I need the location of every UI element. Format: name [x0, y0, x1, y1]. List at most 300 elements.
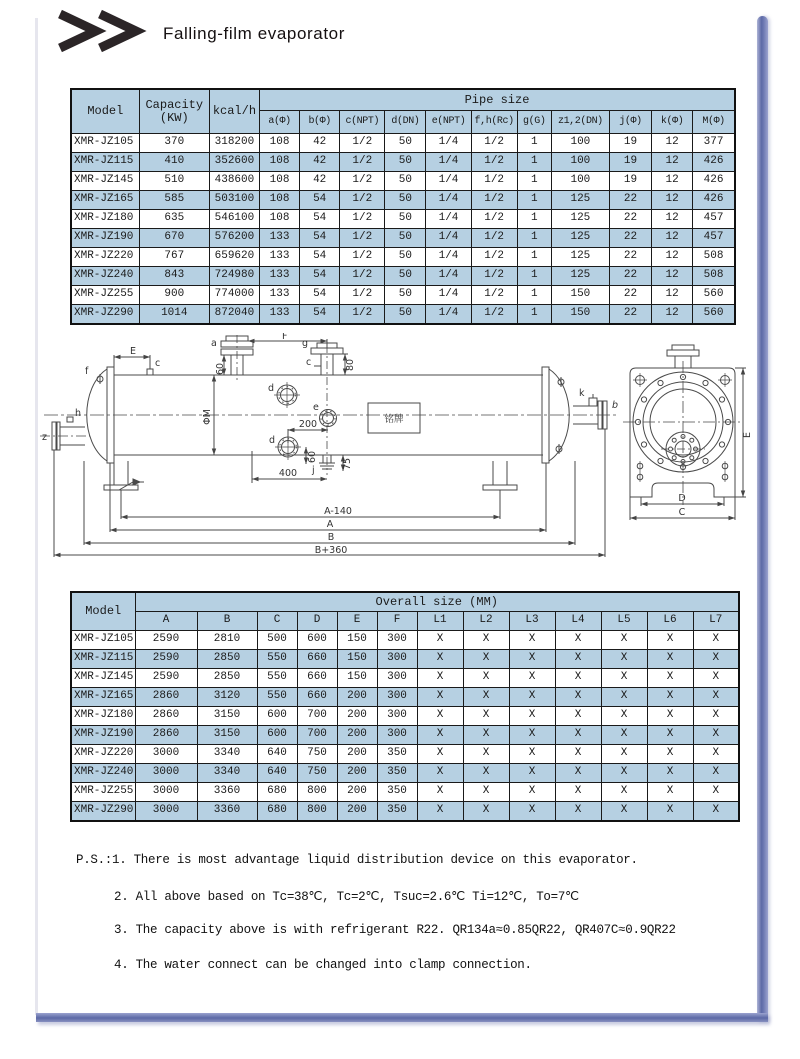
table-row [71, 707, 739, 726]
value-cell: X [647, 726, 693, 745]
value-cell: 3360 [197, 802, 257, 822]
column-header: e(NPT) [426, 111, 471, 134]
model-cell: XMR-JZ255 [71, 286, 139, 305]
value-cell: 350 [377, 783, 417, 802]
value-cell: 22 [609, 267, 651, 286]
value-cell: 3000 [135, 783, 197, 802]
value-cell: X [693, 669, 739, 688]
value-cell: 600 [257, 726, 297, 745]
value-cell: 50 [385, 267, 426, 286]
value-cell: 1/2 [340, 229, 385, 248]
model-cell: XMR-JZ180 [71, 707, 135, 726]
value-cell: 1014 [139, 305, 209, 325]
value-cell: 3340 [197, 764, 257, 783]
value-cell: 1 [517, 229, 551, 248]
value-cell: 2590 [135, 650, 197, 669]
value-cell: 640 [257, 764, 297, 783]
value-cell: 426 [693, 172, 735, 191]
column-header: A [135, 612, 197, 631]
value-cell: 108 [260, 134, 300, 153]
pipe-size-rows [71, 134, 735, 325]
value-cell: X [693, 726, 739, 745]
note-1: P.S.:1. There is most advantage liquid distribution device on this evaporator. [76, 853, 638, 867]
value-cell: X [693, 707, 739, 726]
value-cell: 1 [517, 305, 551, 325]
value-cell: 800 [297, 783, 337, 802]
value-cell: 300 [377, 669, 417, 688]
nozzle-label-b: b [612, 400, 619, 411]
value-cell: 659620 [209, 248, 259, 267]
value-cell: 150 [337, 669, 377, 688]
value-cell: X [601, 802, 647, 822]
value-cell: X [463, 688, 509, 707]
value-cell: 1/2 [471, 286, 517, 305]
value-cell: 1/2 [340, 286, 385, 305]
value-cell: 50 [385, 134, 426, 153]
value-cell: 1/2 [340, 191, 385, 210]
value-cell: 1/2 [340, 267, 385, 286]
value-cell: X [509, 631, 555, 650]
value-cell: X [601, 764, 647, 783]
value-cell: 19 [609, 134, 651, 153]
value-cell: 54 [300, 305, 340, 325]
table-row [71, 783, 739, 802]
value-cell: 1/2 [471, 248, 517, 267]
value-cell: X [509, 802, 555, 822]
value-cell: 660 [297, 669, 337, 688]
value-cell: 12 [652, 267, 693, 286]
table-row [71, 802, 739, 822]
value-cell: 300 [377, 631, 417, 650]
value-cell: X [647, 783, 693, 802]
model-cell: XMR-JZ220 [71, 745, 135, 764]
column-header: b(Φ) [300, 111, 340, 134]
column-header: L1 [417, 612, 463, 631]
value-cell: 600 [257, 707, 297, 726]
nozzle-label-g: g [302, 338, 309, 349]
value-cell: 150 [551, 286, 609, 305]
value-cell: 750 [297, 745, 337, 764]
value-cell: X [509, 745, 555, 764]
dim-label-60a: 60 [215, 362, 226, 376]
value-cell: X [463, 707, 509, 726]
value-cell: 1 [517, 248, 551, 267]
value-cell: 125 [551, 229, 609, 248]
column-header: L3 [509, 612, 555, 631]
column-header: j(Φ) [609, 111, 651, 134]
value-cell: 300 [377, 726, 417, 745]
value-cell: X [555, 764, 601, 783]
value-cell: 50 [385, 286, 426, 305]
value-cell: 1/4 [426, 153, 471, 172]
fitting-label-j: j [312, 465, 315, 476]
table-row [71, 153, 735, 172]
value-cell: 1 [517, 267, 551, 286]
column-header: c(NPT) [340, 111, 385, 134]
value-cell: 550 [257, 650, 297, 669]
dim-label-400: 400 [278, 468, 298, 479]
model-cell: XMR-JZ115 [71, 650, 135, 669]
value-cell: X [509, 726, 555, 745]
dim-label-phiM: ΦM [202, 409, 213, 425]
table-row [71, 305, 735, 325]
value-cell: X [555, 745, 601, 764]
value-cell: 150 [337, 650, 377, 669]
pipe-size-group-header: Pipe size [260, 89, 736, 111]
value-cell: 133 [260, 286, 300, 305]
value-cell: 1/4 [426, 210, 471, 229]
value-cell: 750 [297, 764, 337, 783]
value-cell: X [509, 783, 555, 802]
value-cell: 12 [652, 191, 693, 210]
value-cell: X [693, 783, 739, 802]
value-cell: X [693, 631, 739, 650]
value-cell: X [601, 745, 647, 764]
value-cell: X [555, 688, 601, 707]
value-cell: 108 [260, 172, 300, 191]
value-cell: X [463, 802, 509, 822]
value-cell: 100 [551, 134, 609, 153]
value-cell: 1/2 [471, 305, 517, 325]
value-cell: X [647, 650, 693, 669]
value-cell: 1/4 [426, 248, 471, 267]
value-cell: 1/4 [426, 134, 471, 153]
dim-label-200: 200 [298, 419, 318, 430]
value-cell: 22 [609, 305, 651, 325]
column-header: B [197, 612, 257, 631]
dim-label-B360: B+360 [314, 545, 348, 556]
value-cell: 108 [260, 191, 300, 210]
table-row [71, 631, 739, 650]
value-cell: 54 [300, 210, 340, 229]
value-cell: 150 [337, 631, 377, 650]
value-cell: 100 [551, 153, 609, 172]
table-row [71, 650, 739, 669]
value-cell: 100 [551, 172, 609, 191]
value-cell: X [463, 745, 509, 764]
model-cell: XMR-JZ190 [71, 726, 135, 745]
value-cell: 50 [385, 210, 426, 229]
column-header: M(Φ) [693, 111, 735, 134]
value-cell: X [463, 783, 509, 802]
nozzle-label-z: z [42, 432, 47, 443]
column-header: z1,2(DN) [551, 111, 609, 134]
dim-label-E: E [130, 346, 137, 357]
value-cell: 843 [139, 267, 209, 286]
value-cell: 125 [551, 210, 609, 229]
dim-label-F: F [282, 333, 288, 342]
value-cell: 1/4 [426, 305, 471, 325]
table-row [71, 267, 735, 286]
value-cell: 22 [609, 210, 651, 229]
value-cell: 2850 [197, 669, 257, 688]
value-cell: 350 [377, 802, 417, 822]
model-cell: XMR-JZ115 [71, 153, 139, 172]
column-header: a(Φ) [260, 111, 300, 134]
value-cell: 54 [300, 286, 340, 305]
value-cell: X [417, 707, 463, 726]
kcal-header: kcal/h [209, 89, 259, 134]
model-header: Model [71, 89, 139, 134]
model-cell: XMR-JZ190 [71, 229, 139, 248]
dim-label-B: B [327, 532, 335, 543]
value-cell: 54 [300, 229, 340, 248]
model-cell: XMR-JZ105 [71, 134, 139, 153]
value-cell: 1 [517, 153, 551, 172]
value-cell: X [601, 707, 647, 726]
model-cell: XMR-JZ240 [71, 267, 139, 286]
value-cell: X [555, 783, 601, 802]
value-cell: 22 [609, 191, 651, 210]
fitting-label-f: f [85, 366, 89, 377]
value-cell: X [647, 745, 693, 764]
value-cell: 22 [609, 229, 651, 248]
dim-label-A140: A-140 [324, 506, 352, 517]
value-cell: X [417, 650, 463, 669]
value-cell: 42 [300, 134, 340, 153]
value-cell: 3340 [197, 745, 257, 764]
value-cell: 133 [260, 229, 300, 248]
model-cell: XMR-JZ255 [71, 783, 135, 802]
page-frame-bottom [36, 1013, 768, 1022]
value-cell: 352600 [209, 153, 259, 172]
value-cell: X [647, 631, 693, 650]
value-cell: 200 [337, 764, 377, 783]
value-cell: 500 [257, 631, 297, 650]
note-2: 2. All above based on Tc=38℃, Tc=2℃, Tsuc=2.6℃ Ti=12℃, To=7℃ [114, 890, 579, 904]
value-cell: 200 [337, 688, 377, 707]
value-cell: 1/2 [340, 134, 385, 153]
value-cell: X [693, 764, 739, 783]
value-cell: 200 [337, 726, 377, 745]
value-cell: 2850 [197, 650, 257, 669]
column-header: L5 [601, 612, 647, 631]
nameplate-text: 铭牌 [384, 414, 404, 425]
model-cell: XMR-JZ290 [71, 802, 135, 822]
model-cell: XMR-JZ240 [71, 764, 135, 783]
value-cell: 1 [517, 286, 551, 305]
value-cell: 50 [385, 305, 426, 325]
value-cell: 1 [517, 210, 551, 229]
value-cell: 19 [609, 153, 651, 172]
value-cell: 50 [385, 191, 426, 210]
column-header: E [337, 612, 377, 631]
value-cell: 200 [337, 745, 377, 764]
value-cell: 150 [551, 305, 609, 325]
value-cell: 872040 [209, 305, 259, 325]
value-cell: 133 [260, 305, 300, 325]
value-cell: X [601, 783, 647, 802]
value-cell: 546100 [209, 210, 259, 229]
value-cell: 2860 [135, 688, 197, 707]
value-cell: 3120 [197, 688, 257, 707]
value-cell: X [693, 745, 739, 764]
value-cell: 350 [377, 764, 417, 783]
dim-label-E2: E [742, 431, 753, 439]
value-cell: X [417, 631, 463, 650]
value-cell: 1/4 [426, 267, 471, 286]
ps-notes [76, 853, 724, 993]
value-cell: 660 [297, 650, 337, 669]
model-cell: XMR-JZ105 [71, 631, 135, 650]
table-row [71, 191, 735, 210]
value-cell: 550 [257, 669, 297, 688]
circle-label-e: e [313, 402, 319, 413]
value-cell: 22 [609, 286, 651, 305]
pipe-size-table [70, 88, 736, 325]
value-cell: 457 [693, 210, 735, 229]
value-cell: X [417, 669, 463, 688]
value-cell: 12 [652, 248, 693, 267]
model-cell: XMR-JZ290 [71, 305, 139, 325]
value-cell: 200 [337, 802, 377, 822]
model-cell: XMR-JZ220 [71, 248, 139, 267]
table-row [71, 764, 739, 783]
column-header: f,h(Rc) [471, 111, 517, 134]
value-cell: 50 [385, 248, 426, 267]
value-cell: 1/2 [471, 153, 517, 172]
value-cell: 300 [377, 707, 417, 726]
dim-label-D: D [678, 493, 686, 504]
value-cell: X [555, 631, 601, 650]
table-row [71, 210, 735, 229]
page-frame-right [757, 16, 768, 1022]
capacity-label: Capacity [145, 97, 204, 112]
value-cell: 50 [385, 153, 426, 172]
value-cell: 3000 [135, 764, 197, 783]
value-cell: 508 [693, 248, 735, 267]
value-cell: 19 [609, 172, 651, 191]
model-cell: XMR-JZ180 [71, 210, 139, 229]
capacity-unit: (KW) [159, 110, 189, 125]
column-header: D [297, 612, 337, 631]
column-header: k(Φ) [652, 111, 693, 134]
value-cell: X [417, 745, 463, 764]
dim-label-75: 75 [342, 457, 353, 471]
value-cell: X [509, 650, 555, 669]
value-cell: X [463, 650, 509, 669]
fitting-label-k: k [579, 388, 585, 399]
value-cell: 2590 [135, 669, 197, 688]
value-cell: X [693, 802, 739, 822]
value-cell: X [417, 726, 463, 745]
value-cell: 50 [385, 172, 426, 191]
model-cell: XMR-JZ165 [71, 191, 139, 210]
value-cell: 767 [139, 248, 209, 267]
value-cell: 54 [300, 248, 340, 267]
table-row [71, 134, 735, 153]
column-header: L6 [647, 612, 693, 631]
value-cell: 503100 [209, 191, 259, 210]
column-header: L4 [555, 612, 601, 631]
value-cell: X [647, 669, 693, 688]
value-cell: 640 [257, 745, 297, 764]
circle-label-d1: d [268, 383, 275, 394]
table-row [71, 248, 735, 267]
value-cell: X [463, 764, 509, 783]
value-cell: 42 [300, 172, 340, 191]
value-cell: 1 [517, 134, 551, 153]
value-cell: 350 [377, 745, 417, 764]
value-cell: 680 [257, 802, 297, 822]
value-cell: 2590 [135, 631, 197, 650]
dim-label-C: C [678, 507, 686, 518]
value-cell: X [509, 688, 555, 707]
dim-label-A: A [326, 519, 334, 530]
value-cell: X [693, 688, 739, 707]
dim-label-60b: 60 [307, 450, 318, 464]
note-4: 4. The water connect can be changed into clamp connection. [114, 958, 532, 972]
value-cell: X [555, 707, 601, 726]
value-cell: 377 [693, 134, 735, 153]
value-cell: X [647, 802, 693, 822]
value-cell: 426 [693, 153, 735, 172]
value-cell: 1/4 [426, 286, 471, 305]
value-cell: 550 [257, 688, 297, 707]
circle-label-d2: d [269, 435, 276, 446]
value-cell: 12 [652, 153, 693, 172]
model-cell: XMR-JZ145 [71, 172, 139, 191]
fitting-label-c2: c [306, 357, 312, 368]
value-cell: X [601, 631, 647, 650]
value-cell: 1/2 [471, 229, 517, 248]
value-cell: 200 [337, 707, 377, 726]
value-cell: 508 [693, 267, 735, 286]
value-cell: X [647, 764, 693, 783]
overall-size-rows [71, 631, 739, 822]
value-cell: 3000 [135, 745, 197, 764]
value-cell: 2810 [197, 631, 257, 650]
value-cell: 3000 [135, 802, 197, 822]
value-cell: X [555, 669, 601, 688]
value-cell: 1/2 [471, 210, 517, 229]
value-cell: 426 [693, 191, 735, 210]
value-cell: X [463, 631, 509, 650]
value-cell: 1/2 [340, 172, 385, 191]
model-header: Model [71, 592, 135, 631]
value-cell: 457 [693, 229, 735, 248]
value-cell: 1/2 [471, 134, 517, 153]
dim-label-80: 80 [345, 358, 356, 372]
value-cell: 1 [517, 191, 551, 210]
value-cell: X [509, 669, 555, 688]
column-header: C [257, 612, 297, 631]
column-header: L2 [463, 612, 509, 631]
value-cell: 1/2 [471, 267, 517, 286]
model-cell: XMR-JZ165 [71, 688, 135, 707]
value-cell: 700 [297, 707, 337, 726]
overall-size-group-header: Overall size (MM) [135, 592, 739, 612]
table-row [71, 745, 739, 764]
value-cell: 1/2 [340, 248, 385, 267]
value-cell: 12 [652, 172, 693, 191]
table-row [71, 286, 735, 305]
value-cell: 3150 [197, 707, 257, 726]
value-cell: 3150 [197, 726, 257, 745]
value-cell: 1/2 [471, 172, 517, 191]
value-cell: 724980 [209, 267, 259, 286]
value-cell: 318200 [209, 134, 259, 153]
value-cell: X [463, 669, 509, 688]
value-cell: 1/2 [340, 305, 385, 325]
value-cell: X [417, 802, 463, 822]
value-cell: 3360 [197, 783, 257, 802]
table-row [71, 229, 735, 248]
value-cell: 560 [693, 286, 735, 305]
value-cell: 42 [300, 153, 340, 172]
value-cell: X [647, 707, 693, 726]
value-cell: 1/4 [426, 172, 471, 191]
